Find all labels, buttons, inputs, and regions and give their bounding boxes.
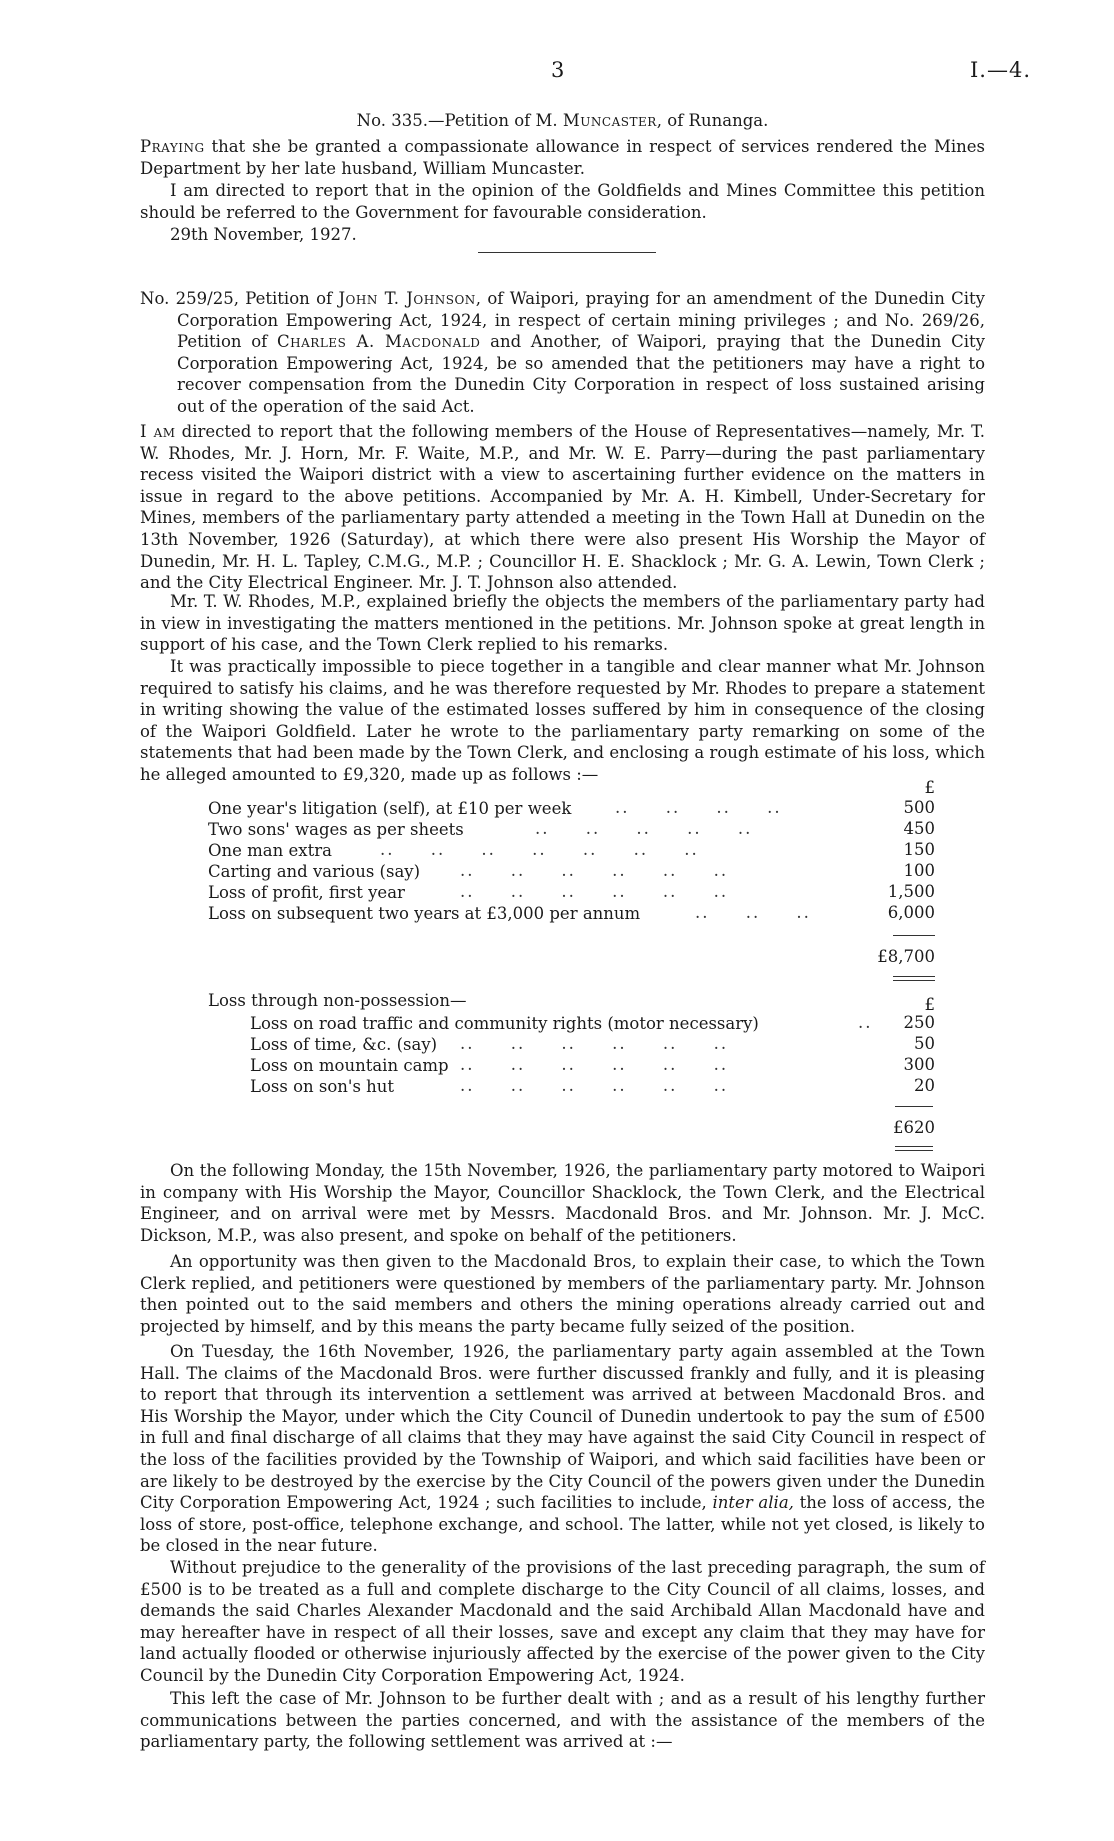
table-row-amount: 500	[903, 798, 935, 817]
leader-dots: .. .. .. ..	[615, 798, 782, 817]
table-row-amount: 50	[914, 1034, 935, 1053]
leader-dots: .. .. .. .. .. ..	[460, 882, 729, 901]
report-paragraph-2: Mr. T. W. Rhodes, M.P., explained briefly the objects the members of the parliamentary party had in view in investigating the matters mentioned in the petitions. Mr. Johnson spoke at great length in support of his case, and the Town Clerk replied to his remarks.	[140, 592, 985, 655]
petition-praying: Praying that she be granted a compassionate allowance in respect of services rendered the Mines Department by her late husband, William Muncaster.	[140, 137, 985, 178]
leader-dots: .. .. .. .. .. ..	[460, 1055, 729, 1074]
page-number: 3	[551, 58, 565, 82]
table-total: £8,700	[877, 947, 935, 966]
report-paragraph-7: Without prejudice to the generality of the provisions of the last preceding paragraph, the sum of £500 is to be treated as a full and complete discharge to the City Council of all claims, losses, and demands the said Charles Alexander Macdonald and the said Archibald Allan Macdonald have and may hereafter have in respect of all their losses, save and except any claim that they may have for land actually flooded or otherwise injuriously affected by the exercise of the power given to the City Council by the Dunedin City Corporation Empowering Act, 1924.	[140, 1558, 985, 1685]
table-row-label: Two sons' wages as per sheets	[208, 820, 464, 839]
report-paragraph-6: On Tuesday, the 16th November, 1926, the parliamentary party again assembled at the Town Hall. The claims of the Macdonald Bros. were further discussed frankly and fully, and it is pleasing to report that through its intervention a settlement was arrived at between Macdonald Bros. and His Worship the Mayor, under which the City Council of Dunedin undertook to pay the sum of £500 in full and final discharge of all claims that they may have against the said City Council in respect of the loss of the facilities provided by the Township of Waipori, and which said facilities have been or are likely to be destroyed by the exercise by the City Council of the powers given under the Dunedin City Corporation Empowering Act, 1924 ; such facilities to include, inter alia, the loss of access, the loss of store, post-office, telephone exchange, and school. The latter, while not yet closed, is likely to be closed in the near future.	[140, 1342, 986, 1556]
table-row-label: Loss of time, &c. (say)	[250, 1035, 438, 1054]
leader-dots: .. .. .. .. ..	[535, 819, 753, 838]
table-row-label: One man extra	[208, 841, 332, 860]
table-total: £620	[893, 1118, 935, 1137]
petition-heading: No. 259/25, Petition of John T. Johnson, of Waipori, praying for an amendment of the Dunedin City Corporation Empowering Act, 1924, in respect of certain mining privileges ; and No. 269/26, Petition of Charles A. Macdonald and Another, of Waipori, praying that the Dunedin City Corporation Empowering Act, 1924, be so amended that the petitioners may have a right to recover compensation from the Dunedin City Corporation in respect of loss sustained arising out of the operation of the said Act.	[140, 289, 985, 416]
paper-reference: I.—4.	[970, 58, 1032, 82]
report-paragraph-4: On the following Monday, the 15th November, 1926, the parliamentary party motored to Waipori in company with His Worship the Mayor, Councillor Shacklock, the Town Clerk, and the Electrical Engineer, and on arrival were met by Messrs. Macdonald Bros. and Mr. Johnson. Mr. J. McC. Dickson, M.P., was also present, and spoke on behalf of the petitioners.	[140, 1161, 985, 1245]
leader-dots: .. .. .. .. .. ..	[460, 1076, 729, 1095]
table-row-amount: 100	[903, 861, 935, 880]
report-paragraph-5: An opportunity was then given to the Macdonald Bros, to explain their case, to which the Town Clerk replied, and petitioners were questioned by members of the parliamentary party. Mr. Johnson then pointed out to the said members and others the mining operations already carried out and projected by himself, and by this means the party became fully seized of the position.	[140, 1252, 985, 1336]
report-paragraph-8: This left the case of Mr. Johnson to be further dealt with ; and as a result of his lengthy further communications between the parties concerned, and with the assistance of the members of the parliamentary party, the following settlement was arrived at :—	[140, 1689, 985, 1752]
table-row-amount: 150	[903, 840, 935, 859]
leader-dots: .. .. ..	[695, 903, 811, 922]
table-row-label: Carting and various (say)	[208, 862, 421, 881]
currency-header: £	[924, 995, 935, 1014]
report-paragraph-3: It was practically impossible to piece together in a tangible and clear manner what Mr. Johnson required to satisfy his claims, and he was therefore requested by Mr. Rhodes to prepare a statement in writing showing the value of the estimated losses suffered by him in consequence of the closing of the Waipori Goldfield. Later he wrote to the parliamentary party remarking on some of the statements that had been made by the Town Clerk, and enclosing a rough estimate of his loss, which he alleged amounted to £9,320, made up as follows :—	[140, 657, 986, 784]
report-paragraph-1: I am directed to report that the following members of the House of Representatives—namely, Mr. T. W. Rhodes, Mr. J. Horn, Mr. F. Waite, M.P., and Mr. W. E. Parry—during the past parliamentary recess visited the Waipori district with a view to ascertaining further evidence on the matters in issue in regard to the above petitions. Accompanied by Mr. A. H. Kimbell, Under-Secretary for Mines, members of the parliamentary party attended a meeting in the Town Hall at Dunedin on the 13th November, 1926 (Saturday), at which there were also present His Worship the Mayor of Dunedin, Mr. H. L. Tapley, C.M.G., M.P. ; Councillor H. E. Shacklock ; Mr. G. A. Lewin, Town Clerk ; and the City Electrical Engineer. Mr. J. T. Johnson also attended.	[140, 422, 986, 593]
table-row-label: Loss on road traffic and community rights (motor necessary)	[250, 1014, 759, 1033]
table-row-amount: 250	[903, 1013, 935, 1032]
table-row-label: Loss on son's hut	[250, 1077, 395, 1096]
table-heading: Loss through non-possession—	[208, 991, 467, 1010]
petition-report: I am directed to report that in the opinion of the Goldfields and Mines Committee this petition should be referred to the Government for favourable consideration.	[140, 181, 985, 222]
table-row-amount: 450	[903, 819, 935, 838]
table-row-amount: 20	[914, 1076, 935, 1095]
leader-dots: .. .. .. .. .. ..	[460, 861, 729, 880]
leader-dots: ..	[858, 1013, 873, 1032]
leader-dots: .. .. .. .. .. .. ..	[380, 840, 699, 859]
petition-title: No. 335.—Petition of M. Muncaster, of Runanga.	[356, 111, 769, 130]
table-row-amount: 300	[903, 1055, 935, 1074]
total-double-rule	[895, 1146, 933, 1151]
table-row-label: Loss of profit, first year	[208, 883, 405, 902]
subtotal-rule	[895, 1106, 933, 1107]
table-row-label: Loss on subsequent two years at £3,000 per annum	[208, 904, 641, 923]
table-row-amount: 6,000	[887, 903, 935, 922]
table-row-label: One year's litigation (self), at £10 per week	[208, 799, 572, 818]
table-row-label: Loss on mountain camp	[250, 1056, 449, 1075]
leader-dots: .. .. .. .. .. ..	[460, 1034, 729, 1053]
currency-header: £	[924, 778, 935, 797]
petition-date: 29th November, 1927.	[170, 225, 357, 244]
table-row-amount: 1,500	[887, 882, 935, 901]
